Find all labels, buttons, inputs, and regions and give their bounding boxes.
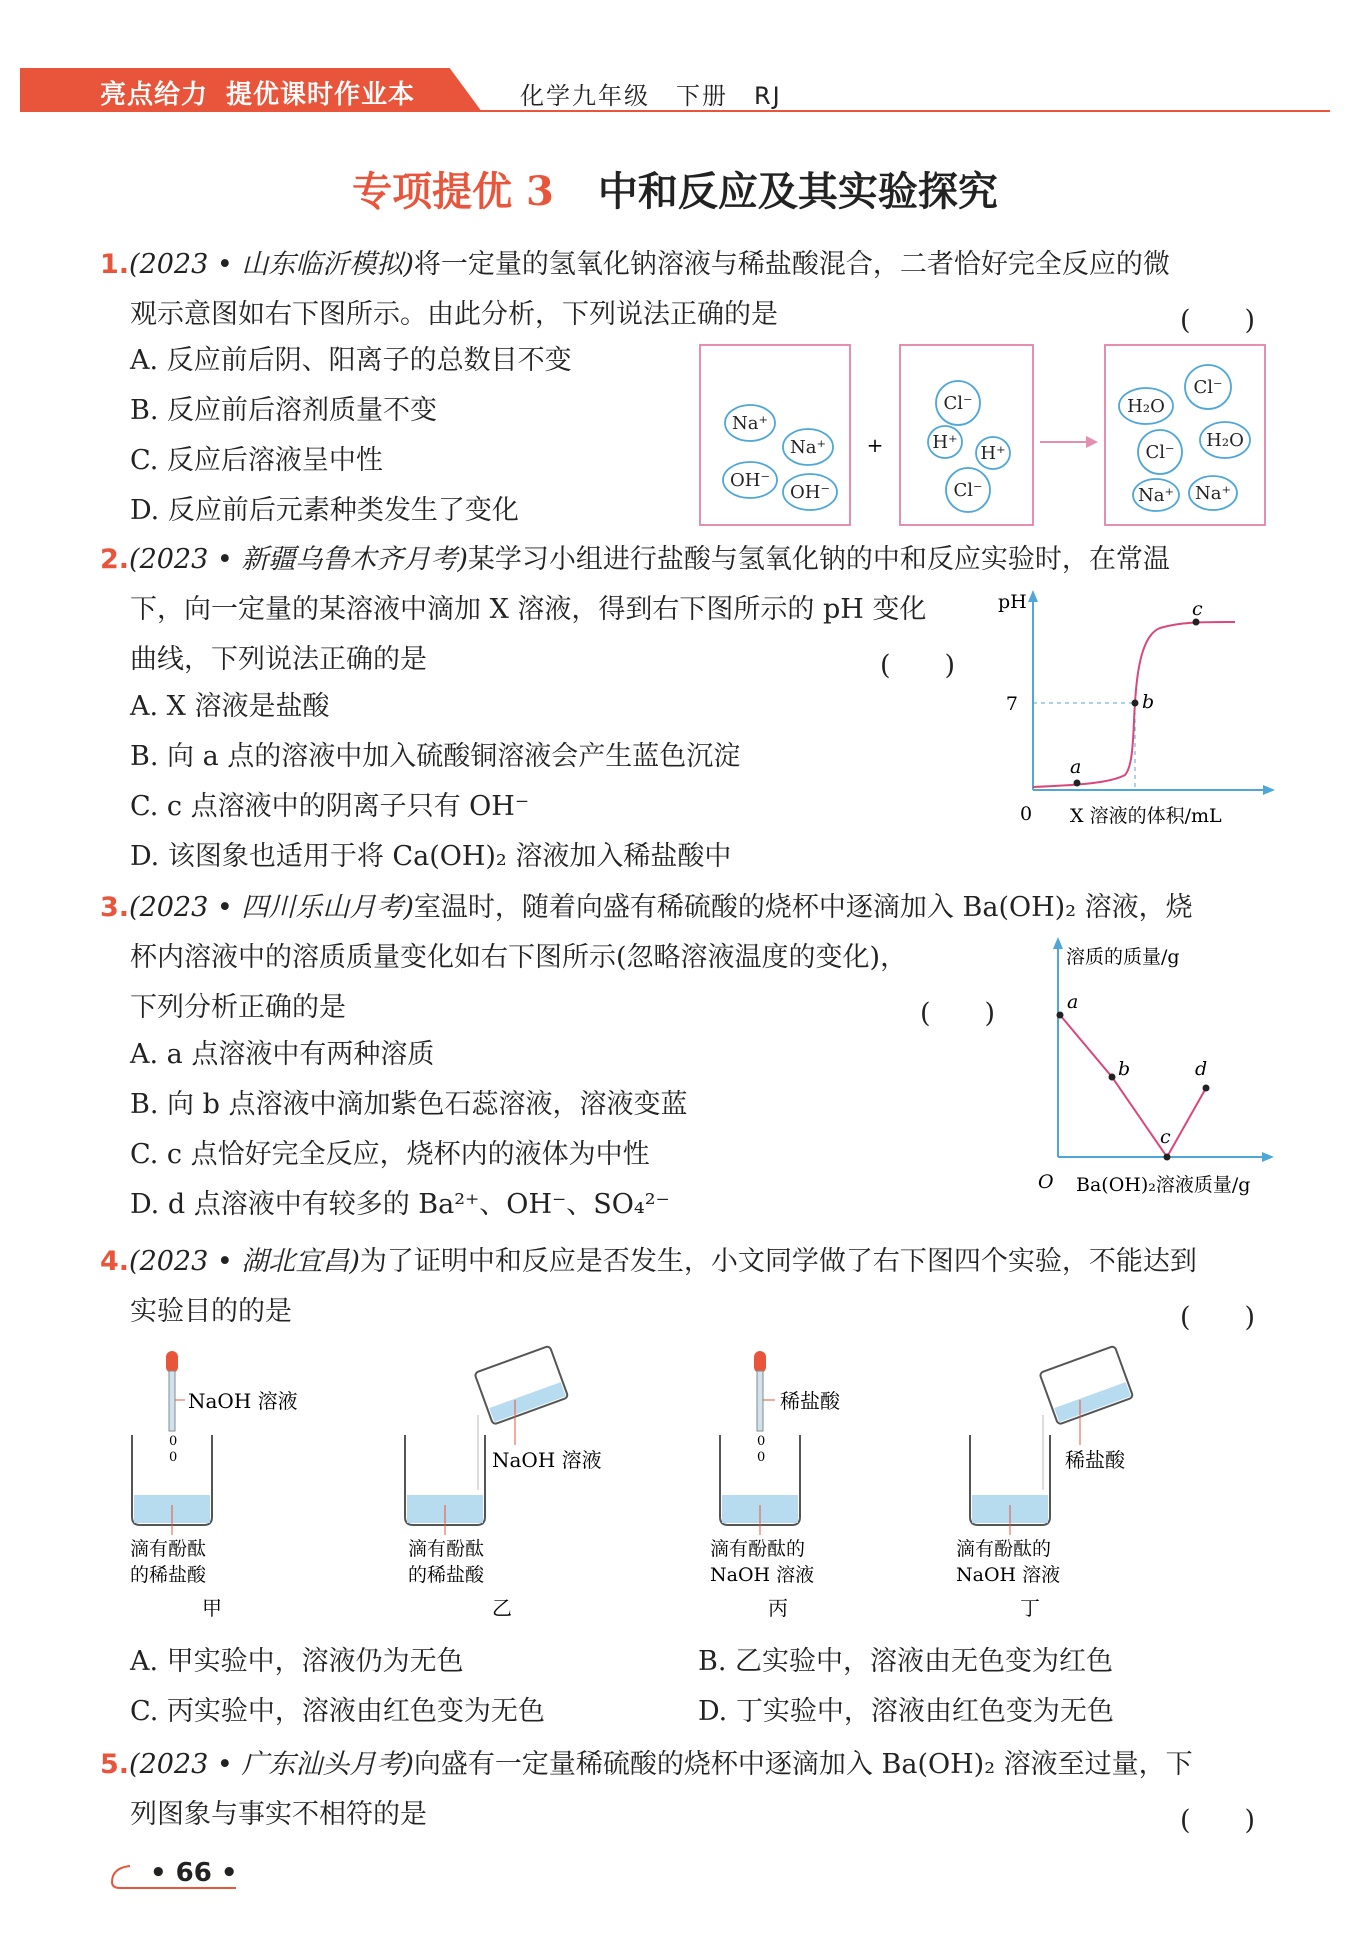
- q2-ytick-7: 7: [1005, 693, 1018, 715]
- page-title: [0, 160, 1350, 217]
- q2-label-a: a: [1070, 756, 1082, 778]
- setup-yi: [405, 1346, 602, 1620]
- q2-option-a: A. X 溶液是盐酸: [130, 691, 330, 722]
- header-book-info: [520, 76, 808, 111]
- ding-name: 丁: [1020, 1596, 1040, 1620]
- q3-options: [130, 1030, 687, 1230]
- yi-content2: 的稀盐酸: [408, 1564, 485, 1586]
- q2-x-arrow: [1263, 785, 1275, 795]
- jia-content2: 的稀盐酸: [130, 1564, 207, 1586]
- bing-drop2: 0: [757, 1450, 766, 1465]
- q4-stem-line2: 实验目的的是: [130, 1296, 292, 1327]
- q1-number: 1.: [100, 249, 130, 280]
- q2-xlabel: X 溶液的体积/mL: [1070, 805, 1222, 827]
- q3-label-d: d: [1195, 1058, 1208, 1080]
- ion-oh2: OH⁻: [790, 482, 830, 503]
- jia-drop1: 0: [169, 1434, 178, 1449]
- prod-na2: Na⁺: [1195, 483, 1231, 504]
- q1-answer-paren: ( ): [1180, 305, 1256, 336]
- plus-sign: +: [866, 433, 884, 457]
- bing-content2: NaOH 溶液: [710, 1564, 815, 1586]
- q3-curve: [1060, 1015, 1206, 1157]
- jia-name: 甲: [202, 1596, 222, 1620]
- q2-label-c: c: [1192, 598, 1203, 620]
- yi-content1: 滴有酚酞: [408, 1538, 485, 1560]
- q3-ylabel: 溶质的质量/g: [1066, 946, 1180, 968]
- bing-drop1: 0: [757, 1434, 766, 1449]
- q4-option-d: D. 丁实验中，溶液由红色变为无色: [698, 1696, 1114, 1727]
- q1-source: (2023 • 山东临沂模拟): [129, 249, 414, 280]
- q3-stem-line3: 下列分析正确的是: [130, 992, 346, 1023]
- bing-dropper-bulb: [754, 1351, 766, 1373]
- q1-option-d: D. 反应前后元素种类发生了变化: [130, 495, 519, 526]
- ion-oh1: OH⁻: [730, 470, 770, 491]
- q1-stem-line2: 观示意图如右下图所示。由此分析，下列说法正确的是: [130, 299, 778, 330]
- ion-h2: H⁺: [980, 443, 1006, 464]
- q1-option-a: A. 反应前后阴、阳离子的总数目不变: [130, 345, 572, 376]
- prod-h2o2: H₂O: [1206, 430, 1244, 451]
- prod-cl2: Cl⁻: [1145, 442, 1175, 463]
- q3-label-c: c: [1160, 1126, 1171, 1148]
- q4-stem: [100, 1237, 1270, 1337]
- setup-bing: [710, 1351, 841, 1620]
- dropper-bulb: [166, 1351, 178, 1373]
- q5-source: (2023 • 广东汕头月考): [129, 1749, 414, 1780]
- q5-stem-line1: 向盛有一定量稀硫酸的烧杯中逐滴加入 Ba(OH)₂ 溶液至过量，下: [413, 1749, 1193, 1780]
- q4-answer-paren: ( ): [1180, 1302, 1256, 1333]
- q2-options: [130, 682, 740, 882]
- q2-label-b: b: [1142, 691, 1155, 713]
- q3-stem-line1: 室温时，随着向盛有稀硫酸的烧杯中逐滴加入 Ba(OH)₂ 溶液，烧: [413, 892, 1193, 923]
- ding-pouring-beaker: [1039, 1346, 1133, 1425]
- header-tag1: 亮点给力: [100, 80, 209, 110]
- title-main: 中和反应及其实验探究: [597, 168, 998, 215]
- header-edition: RJ: [754, 82, 782, 110]
- q1-stem-line1: 将一定量的氢氧化钠溶液与稀盐酸混合，二者恰好完全反应的微: [413, 249, 1170, 280]
- q2-option-b: B. 向 a 点的溶液中加入硫酸铜溶液会产生蓝色沉淀: [130, 741, 741, 772]
- q4-option-b: B. 乙实验中，溶液由无色变为红色: [698, 1646, 1114, 1677]
- q3-stem-line2: 杯内溶液中的溶质质量变化如右下图所示(忽略溶液温度的变化)，: [130, 942, 908, 973]
- q3-point-b: [1109, 1074, 1116, 1081]
- q1-options: [130, 336, 572, 536]
- bing-dropper-tube: [757, 1371, 763, 1431]
- ion-cl1: Cl⁻: [943, 393, 973, 414]
- q4-experiments: [120, 1345, 1200, 1625]
- q4-options-right: [698, 1637, 1114, 1737]
- q4-stem-line1: 为了证明中和反应是否发生，小文同学做了右下图四个实验，不能达到: [359, 1246, 1197, 1277]
- q3-point-a: [1057, 1012, 1064, 1019]
- q5-answer-paren: ( ): [1180, 1805, 1256, 1836]
- ion-h1: H⁺: [932, 432, 958, 453]
- prod-h2o1: H₂O: [1127, 396, 1165, 417]
- q3-option-c: C. c 点恰好完全反应，烧杯内的液体为中性: [130, 1139, 650, 1170]
- q4-option-c: C. 丙实验中，溶液由红色变为无色: [130, 1696, 545, 1727]
- setup-ding: [956, 1346, 1133, 1620]
- yi-name: 乙: [492, 1596, 512, 1620]
- header-tag2: 提优课时作业本: [226, 80, 416, 110]
- q4-number: 4.: [100, 1246, 130, 1277]
- q1-option-b: B. 反应前后溶剂质量不变: [130, 395, 438, 426]
- q3-answer-paren: ( ): [920, 998, 996, 1029]
- title-prefix: 专项提优 3: [352, 168, 554, 215]
- q5-stem: [100, 1740, 1270, 1840]
- q3-xlabel: Ba(OH)₂溶液质量/g: [1076, 1174, 1251, 1196]
- q3-point-d: [1203, 1085, 1210, 1092]
- q2-point-b: [1132, 700, 1139, 707]
- q2-stem-line2: 下，向一定量的某溶液中滴加 X 溶液，得到右下图所示的 pH 变化: [130, 594, 927, 625]
- prod-na1: Na⁺: [1138, 485, 1174, 506]
- q3-source: (2023 • 四川乐山月考): [129, 892, 414, 923]
- jia-drop2: 0: [169, 1450, 178, 1465]
- yi-reagent: NaOH 溶液: [492, 1448, 602, 1472]
- q2-ylabel: pH: [998, 591, 1027, 613]
- q2-y-arrow: [1028, 590, 1038, 602]
- q3-x-arrow: [1262, 1152, 1274, 1162]
- q3-label-b: b: [1118, 1058, 1131, 1080]
- jia-content1: 滴有酚酞: [130, 1538, 207, 1560]
- q4-source: (2023 • 湖北宜昌): [129, 1246, 360, 1277]
- q1-stem: [100, 240, 1270, 340]
- ding-content2: NaOH 溶液: [956, 1564, 1061, 1586]
- q2-answer-paren: ( ): [880, 650, 956, 681]
- q3-point-c: [1164, 1154, 1171, 1161]
- header-rule: [20, 110, 1330, 112]
- q2-ph-chart: [990, 590, 1275, 845]
- jia-reagent: NaOH 溶液: [188, 1389, 298, 1413]
- bing-name: 丙: [768, 1596, 788, 1620]
- dropper-tube: [169, 1371, 175, 1431]
- q2-stem-line3: 曲线，下列说法正确的是: [130, 644, 427, 675]
- q3-y-arrow: [1053, 937, 1063, 949]
- arrow-head: [1086, 436, 1098, 448]
- q2-point-a: [1074, 780, 1081, 787]
- q1-micro-diagram: [690, 340, 1280, 530]
- q3-option-b: B. 向 b 点溶液中滴加紫色石蕊溶液，溶液变蓝: [130, 1089, 688, 1120]
- q2-option-c: C. c 点溶液中的阴离子只有 OH⁻: [130, 791, 530, 822]
- ding-reagent: 稀盐酸: [1065, 1448, 1125, 1472]
- header-volume: 下册: [676, 82, 728, 110]
- q3-option-d: D. d 点溶液中有较多的 Ba²⁺、OH⁻、SO₄²⁻: [130, 1189, 670, 1220]
- q3-origin: O: [1038, 1171, 1054, 1193]
- prod-cl1: Cl⁻: [1193, 377, 1223, 398]
- ion-na1: Na⁺: [732, 413, 768, 434]
- ding-content1: 滴有酚酞的: [956, 1538, 1052, 1560]
- q1-option-c: C. 反应后溶液呈中性: [130, 445, 383, 476]
- q3-number: 3.: [100, 892, 130, 923]
- setup-jia: [130, 1351, 298, 1620]
- q3-solute-chart: [1030, 935, 1275, 1200]
- page-number: • 66 •: [150, 1858, 238, 1888]
- ion-na2: Na⁺: [790, 437, 826, 458]
- q5-stem-line2: 列图象与事实不相符的是: [130, 1799, 427, 1830]
- bing-content1: 滴有酚酞的: [710, 1538, 806, 1560]
- q5-number: 5.: [100, 1749, 130, 1780]
- q2-stem-line1: 某学习小组进行盐酸与氢氧化钠的中和反应实验时，在常温: [467, 544, 1170, 575]
- q3-option-a: A. a 点溶液中有两种溶质: [130, 1039, 435, 1070]
- q2-option-d: D. 该图象也适用于将 Ca(OH)₂ 溶液加入稀盐酸中: [130, 841, 732, 872]
- bing-reagent: 稀盐酸: [780, 1389, 840, 1413]
- header-tags: [100, 74, 433, 111]
- ion-cl2: Cl⁻: [953, 480, 983, 501]
- q2-source: (2023 • 新疆乌鲁木齐月考): [129, 544, 468, 575]
- q2-number: 2.: [100, 544, 130, 575]
- yi-pouring-beaker: [474, 1346, 568, 1425]
- q4-option-a: A. 甲实验中，溶液仍为无色: [130, 1646, 464, 1677]
- q3-label-a: a: [1067, 991, 1079, 1013]
- header-subject: 化学九年级: [520, 82, 650, 110]
- q2-origin: 0: [1020, 803, 1033, 825]
- q4-options-left: [130, 1637, 545, 1737]
